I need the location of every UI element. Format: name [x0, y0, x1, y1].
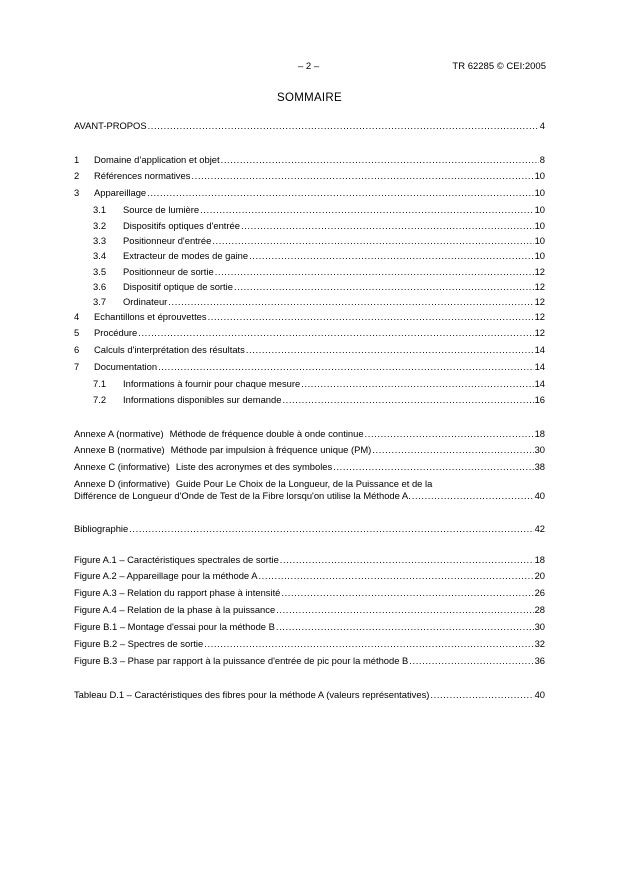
toc-leader-dots	[412, 490, 534, 502]
toc-entry[interactable]	[74, 428, 545, 440]
toc-leader-dots	[208, 311, 534, 323]
toc-entry[interactable]	[74, 689, 545, 701]
toc-leader-dots	[276, 604, 533, 616]
toc-entry-title: Echantillons et éprouvettes	[94, 311, 207, 322]
toc-entry-number: 3.4	[93, 250, 107, 261]
toc-entry[interactable]	[74, 327, 545, 339]
toc-entry-title: Positionneur de sortie	[123, 266, 214, 277]
toc-entry-page: 40	[534, 689, 545, 700]
toc-leader-dots	[241, 220, 534, 232]
toc-entry-title: Figure A.4 – Relation de la phase à la puissance	[74, 604, 276, 615]
toc-entry-page: 36	[534, 655, 545, 666]
toc-entry-page: 12	[534, 281, 545, 292]
page-number: – 2 –	[298, 61, 320, 72]
toc-entry-page: 14	[534, 344, 545, 355]
toc-entry-number: 5	[74, 327, 80, 338]
toc-entry-number: 3.5	[93, 266, 107, 277]
toc-entry-title: Informations à fournir pour chaque mesure	[123, 378, 301, 389]
toc-entry-title: Figure B.1 – Montage d'essai pour la méthode B	[74, 621, 275, 632]
toc-leader-dots	[282, 394, 533, 406]
toc-entry-title: Positionneur d'entrée	[123, 235, 212, 246]
toc-entry[interactable]	[74, 281, 545, 293]
toc-entry-number: 3.6	[93, 281, 107, 292]
toc-entry-page: 30	[534, 444, 545, 455]
toc-entry-page: 38	[534, 461, 545, 472]
toc-entry-page: 10	[534, 187, 545, 198]
toc-entry[interactable]	[74, 235, 545, 247]
toc-entry[interactable]	[74, 311, 545, 323]
toc-entry[interactable]	[74, 570, 545, 582]
toc-entry-number: 2	[74, 170, 80, 181]
toc-leader-dots	[301, 378, 533, 390]
toc-entry-page: 10	[534, 250, 545, 261]
toc-entry-page: 14	[534, 378, 545, 389]
toc-entry-number: Annexe B (normative)	[74, 444, 165, 455]
toc-leader-dots	[280, 554, 534, 566]
toc-entry[interactable]	[74, 587, 545, 599]
toc-entry-page: 32	[534, 638, 545, 649]
toc-entry-page: 10	[534, 235, 545, 246]
toc-entry-title: Procédure	[94, 327, 138, 338]
toc-entry-title: Liste des acronymes et des symboles	[175, 461, 333, 472]
toc-entry-title: Extracteur de modes de gaine	[123, 250, 249, 261]
document-reference: TR 62285 © CEI:2005	[452, 61, 546, 72]
toc-leader-dots	[234, 281, 534, 293]
toc-leader-dots	[138, 327, 533, 339]
toc-entry-first-line	[74, 478, 545, 490]
toc-entry-title: Méthode par impulsion à fréquence unique (PM)	[170, 444, 372, 455]
toc-leader-dots	[191, 170, 533, 182]
toc-leader-dots	[212, 235, 533, 247]
toc-entry-page: 8	[539, 154, 545, 165]
toc-entry-number: 3.1	[93, 204, 107, 215]
toc-leader-dots	[246, 344, 534, 356]
toc-entry[interactable]	[74, 461, 545, 473]
toc-entry[interactable]	[74, 655, 545, 667]
toc-entry[interactable]	[74, 120, 545, 132]
page-title: SOMMAIRE	[276, 92, 342, 104]
toc-entry-page: 12	[534, 311, 545, 322]
toc-entry[interactable]	[74, 394, 545, 406]
toc-entry[interactable]	[74, 478, 545, 504]
toc-leader-dots	[276, 621, 534, 633]
toc-entry-title: Tableau D.1 – Caractéristiques des fibres pour la méthode A (valeurs représentatives)	[74, 689, 430, 700]
toc-entry[interactable]	[74, 344, 545, 356]
toc-entry-title: Figure A.2 – Appareillage pour la méthode A	[74, 570, 258, 581]
toc-entry[interactable]	[74, 220, 545, 232]
toc-entry-title: Dispositif optique de sortie	[123, 281, 233, 292]
toc-entry[interactable]	[74, 250, 545, 262]
toc-entry[interactable]	[74, 296, 545, 308]
toc-entry-page: 30	[534, 621, 545, 632]
toc-entry[interactable]	[74, 154, 545, 166]
toc-entry-number: 4	[74, 311, 80, 322]
toc-entry-title: Méthode de fréquence double à onde continue	[169, 428, 364, 439]
toc-entry-number: Annexe D (informative)	[74, 478, 170, 489]
toc-entry[interactable]	[74, 361, 545, 373]
toc-entry-title: Calculs d'interprétation des résultats	[94, 344, 245, 355]
toc-entry-page: 10	[534, 220, 545, 231]
toc-leader-dots	[281, 587, 533, 599]
toc-leader-dots	[148, 120, 539, 132]
toc-entry[interactable]	[74, 554, 545, 566]
toc-leader-dots	[409, 655, 533, 667]
toc-entry-page: 18	[534, 554, 545, 565]
toc-entry-title: AVANT-PROPOS	[74, 120, 147, 131]
toc-entry-number: 7.2	[93, 394, 107, 405]
toc-entry-title: Informations disponibles sur demande	[123, 394, 282, 405]
toc-entry-number: 7.1	[93, 378, 107, 389]
toc-leader-dots	[129, 523, 533, 535]
toc-entry[interactable]	[74, 187, 545, 199]
toc-entry-title: Source de lumière	[123, 204, 200, 215]
toc-leader-dots	[158, 361, 534, 373]
toc-entry-page: 16	[534, 394, 545, 405]
toc-leader-dots	[333, 461, 533, 473]
toc-entry-title: Appareillage	[94, 187, 147, 198]
toc-entry-title: Documentation	[94, 361, 158, 372]
toc-entry-page: 12	[534, 266, 545, 277]
toc-entry-number: 1	[74, 154, 80, 165]
toc-entry-number: Annexe C (informative)	[74, 461, 170, 472]
toc-entry[interactable]	[74, 378, 545, 390]
toc-entry[interactable]	[74, 266, 545, 278]
toc-entry[interactable]	[74, 621, 545, 633]
toc-entry-title: Bibliographie	[74, 523, 129, 534]
toc-entry[interactable]	[74, 604, 545, 616]
toc-entry-title: Ordinateur	[123, 296, 168, 307]
toc-entry-page: 20	[534, 570, 545, 581]
toc-entry[interactable]	[74, 444, 545, 456]
toc-entry-title: Domaine d’application et objet	[94, 154, 220, 165]
toc-entry-title: Références normatives	[94, 170, 191, 181]
toc-entry-number: 7	[74, 361, 80, 372]
toc-entry-page: 40	[534, 490, 545, 501]
toc-entry-title: Figure A.1 – Caractéristiques spectrales de sortie	[74, 554, 279, 565]
toc-entry-page: 28	[534, 604, 545, 615]
toc-entry-number: Annexe A (normative)	[74, 428, 164, 439]
toc-entry-page: 18	[534, 428, 545, 439]
toc-entry-number: 3.7	[93, 296, 107, 307]
toc-entry[interactable]	[74, 170, 545, 182]
toc-entry-number: 3.2	[93, 220, 107, 231]
toc-entry-title: Figure B.3 – Phase par rapport à la puissance d'entrée de pic pour la méthode B	[74, 655, 409, 666]
toc-leader-dots	[168, 296, 533, 308]
toc-entry-title: Dispositifs optiques d'entrée	[123, 220, 240, 231]
toc-entry-number: 3	[74, 187, 80, 198]
toc-leader-dots	[200, 204, 533, 216]
toc-entry-number: 6	[74, 344, 80, 355]
toc-entry-number: 3.3	[93, 235, 107, 246]
toc-entry[interactable]	[74, 523, 545, 535]
toc-entry[interactable]	[74, 638, 545, 650]
toc-entry-page: 14	[534, 361, 545, 372]
toc-entry-page: 12	[534, 327, 545, 338]
toc-entry-title: Figure A.3 – Relation du rapport phase à intensité	[74, 587, 281, 598]
toc-leader-dots	[221, 154, 539, 166]
toc-entry-page: 10	[534, 204, 545, 215]
toc-entry-page: 42	[534, 523, 545, 534]
toc-entry-page: 4	[539, 120, 545, 131]
toc-entry-title: Figure B.2 – Spectres de sortie	[74, 638, 204, 649]
toc-entry-title: Guide Pour Le Choix de la Longueur, de la Puissance et de la	[175, 478, 433, 489]
toc-leader-dots	[204, 638, 533, 650]
toc-leader-dots	[249, 250, 533, 262]
toc-entry[interactable]	[74, 204, 545, 216]
toc-entry-page: 26	[534, 587, 545, 598]
toc-leader-dots	[365, 428, 534, 440]
toc-entry-title-continued: Différence de Longueur d'Onde de Test de la Fibre lorsqu'on utilise la Méthode A.	[74, 490, 411, 501]
toc-entry-page: 10	[534, 170, 545, 181]
toc-leader-dots	[258, 570, 533, 582]
toc-leader-dots	[147, 187, 533, 199]
toc-leader-dots	[430, 689, 533, 701]
toc-leader-dots	[215, 266, 534, 278]
toc-leader-dots	[372, 444, 533, 456]
toc-entry-page: 12	[534, 296, 545, 307]
